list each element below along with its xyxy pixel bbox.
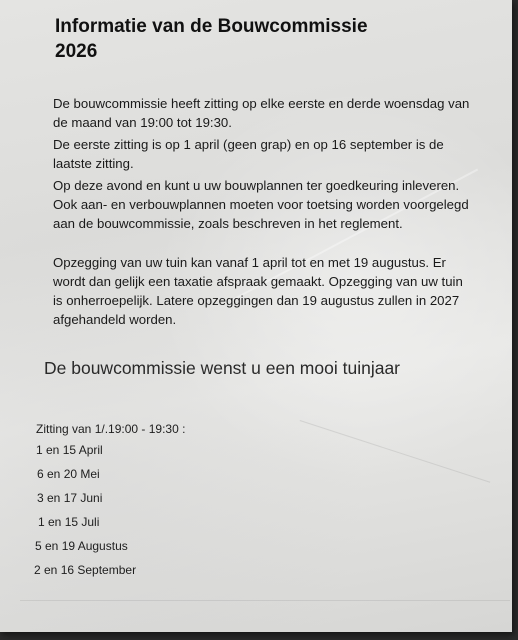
paragraph-garden-cancellation: Opzegging van uw tuin kan vanaf 1 april tot en met 19 augustus. Er wordt dan gelijk een taxatie afspraak gemaakt. Opzegging van uw tuin is onherroepelijk. Latere opzeggingen dan 19 augustus zullen in 2027 afgehandeld worden.	[53, 255, 463, 327]
wish-line: De bouwcommissie wenst u een mooi tuinjaar	[44, 358, 400, 378]
schedule-item: 1 en 15 April	[36, 443, 103, 457]
schedule-item: 6 en 20 Mei	[37, 467, 100, 481]
title-line-1: Informatie van de Bouwcommissie	[55, 16, 368, 37]
paragraph-meeting-times: De bouwcommissie heeft zitting op elke eerste en derde woensdag van de maand van 19:00 tot 19:30.	[53, 96, 470, 130]
document-title	[55, 14, 475, 64]
session-schedule	[36, 420, 336, 586]
schedule-heading: Zitting van 1/.19:00 - 19:30 :	[36, 422, 186, 436]
paper-crease	[20, 600, 510, 601]
schedule-item: 3 en 17 Juni	[37, 491, 103, 505]
paragraph-building-plans: Op deze avond en kunt u uw bouwplannen ter goedkeuring inleveren. Ook aan- en verbouwplannen moeten voor toetsing worden voorgelegd aan de bouwcommissie, zoals beschreven in het reglement.	[53, 178, 469, 231]
paragraph-first-last-session: De eerste zitting is op 1 april (geen grap) en op 16 september is de laatste zitting.	[53, 137, 444, 171]
schedule-item: 1 en 15 Juli	[38, 515, 100, 529]
schedule-item: 2 en 16 September	[34, 563, 137, 577]
title-line-2: 2026	[55, 41, 98, 62]
schedule-item: 5 en 19 Augustus	[35, 539, 128, 553]
schedule-list	[36, 442, 336, 578]
